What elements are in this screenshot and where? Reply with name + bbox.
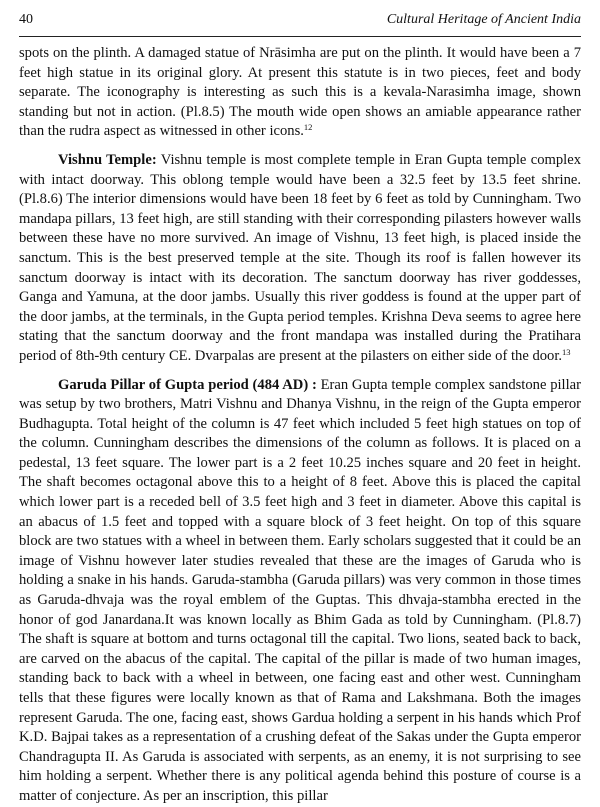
- section-heading: Vishnu Temple:: [58, 151, 157, 168]
- page-body: [19, 37, 581, 807]
- paragraph-text: Vishnu temple is most complete temple in Eran Gupta temple complex with intact doorway. This oblong temple would have been a 32.5 feet by 13.5 feet shrine. (Pl.8.6) The interior dimensions would have been 18 feet by 6 feet as told by Cunningham. Two mandapa pillars, 13 feet high, are still standing with their corresponding pilasters however walls between these have no more survived. An image of Vishnu, 13 feet high, is placed inside the sanctum. This is the best preserved temple at the site. Though its roof is fallen however its sanctum doorway is intact with its decoration. The sanctum doorway has river goddesses, Ganga and Yamuna, at the door jambs. Usually this river goddess is found at the upper part of the door jambs, at the terminals, in the Gupta period temples. Krishna Deva seems to agree here stating that the sanctum doorway and the front mandapa was installed during the Pratihara period of 8th-9th century CE. Dvarpalas are present at the pilasters on either side of the door.: [19, 151, 581, 364]
- footnote-marker: 12: [303, 122, 313, 133]
- paragraph-vishnu-temple: [19, 151, 581, 367]
- paragraph-text: Eran Gupta temple complex sandstone pillar was setup by two brothers, Matri Vishnu and Dhanya Vishnu, in the reign of the Gupta emperor Budhagupta. Total height of the column is 47 feet which included 5 feet high statues on top of the column. Cunningham describes the dimensions of the column as follows. It is placed on a pedestal, 13 feet square. The lower part is a 2 feet 10.25 inches square and 20 feet in height. The shaft becomes octagonal above this to a height of 8 feet. Above this is placed the capital which lower part is a receded bell of 3.5 feet high and 3 feet in diameter. Above this capital is an abacus of 1.5 feet and topped with a square block of 3 feet height. On top of this square block are two statues with a wheel in between them. Early scholars suggested that it could be an image of Vishnu however later studies revealed that these are the images of Garuda who is holding a snake in his hands. Garuda-stambha (Garuda pillars) was very common in those times as Garuda-dhvaja was the royal emblem of the Guptas. This dhvaja-stambha erected in the honor of god Janardana.It was known locally as Bhim Gada as told by Cunningham. (Pl.8.7) The shaft is square at bottom and turns octagonal till the capital. Two lions, seated back to back, are carved on the abacus of the capital. The capital of the pillar is made of two human images, standing back to back with a wheel in between, one facing east and other west. Cunningham tells that these figures were locally known as that of Rama and Lakshmana. Both the images represent Garuda. The one, facing east, shows Gardua holding a serpent in his hands which Prof K.D. Bajpai takes as a representation of a crushing defeat of the Sakas under the Gupta emperor Chandragupta II. As Garuda is associated with serpents, as an enemy, it is not surprising to see him holding a serpent. Whether there is any political agenda behind this posture of course is a matter of conjecture. As per an inscription, this pillar: [19, 376, 582, 804]
- page-header: [19, 0, 581, 37]
- running-title: Cultural Heritage of Ancient India: [386, 12, 581, 27]
- paragraph-narasimha: [19, 44, 581, 142]
- paragraph-garuda-pillar: [19, 376, 581, 807]
- page-number: 40: [19, 12, 33, 27]
- section-heading: Garuda Pillar of Gupta period (484 AD) :: [58, 376, 317, 393]
- footnote-marker: 13: [562, 346, 571, 357]
- paragraph-text: spots on the plinth. A damaged statue of Nrāsimha are put on the plinth. It would have been a 7 feet high statue in its original glory. At present this statute is in two pieces, feet and body separate. The iconography is interesting as such this is a kevala-Narasimha image, shown standing but not in action. (Pl.8.5) The mouth wide open shows an amiable appearance rather than the rudra aspect as witnessed in other icons.: [19, 45, 581, 140]
